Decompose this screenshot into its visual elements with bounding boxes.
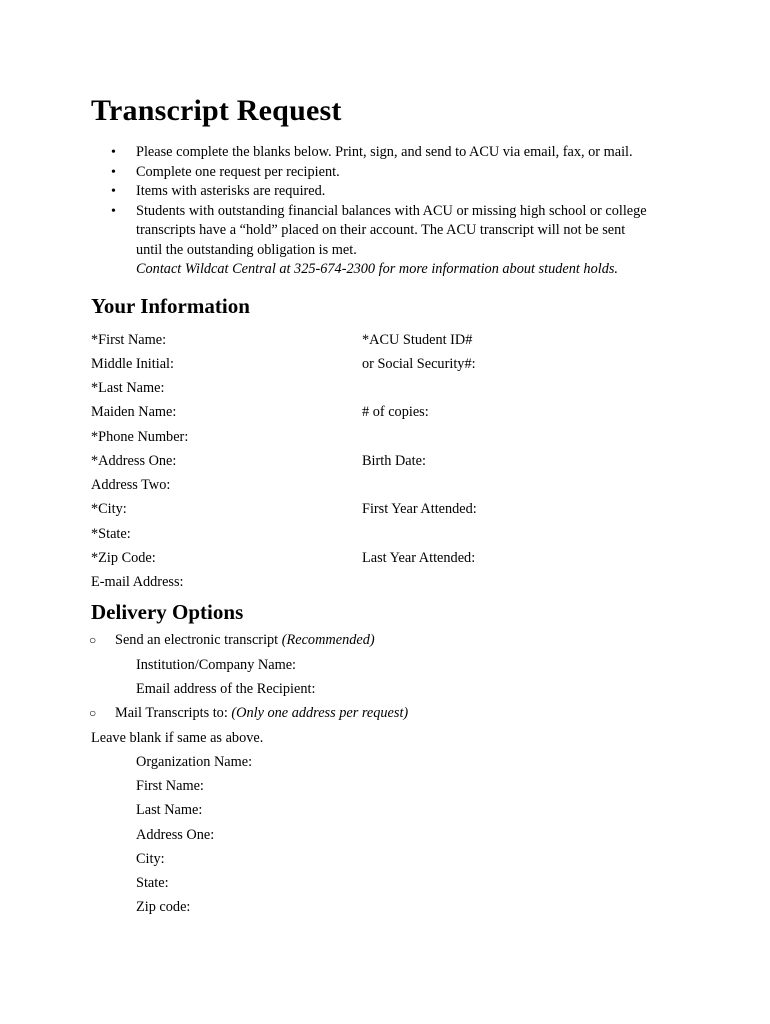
- email-address-field[interactable]: E-mail Address:: [91, 574, 184, 590]
- number-of-copies-field[interactable]: # of copies:: [362, 404, 429, 420]
- instruction-text: Items with asterisks are required.: [136, 183, 326, 199]
- instruction-item: [91, 143, 691, 163]
- instruction-item: [91, 163, 691, 183]
- instruction-item: [91, 182, 691, 202]
- mail-zip-code-field[interactable]: Zip code:: [136, 899, 191, 915]
- bullet-icon: •: [111, 184, 116, 199]
- bullet-icon: •: [111, 203, 116, 219]
- birth-date-field[interactable]: Birth Date:: [362, 453, 426, 469]
- last-year-attended-field[interactable]: Last Year Attended:: [362, 550, 476, 566]
- social-security-field[interactable]: or Social Security#:: [362, 356, 476, 372]
- instruction-text: Please complete the blanks below. Print, sign, and send to ACU via email, fax, or mail.: [136, 144, 633, 160]
- instruction-text: transcripts have a “hold” placed on their account. The ACU transcript will not be sent: [136, 222, 626, 238]
- electronic-transcript-option[interactable]: [115, 631, 375, 650]
- address-one-field[interactable]: *Address One:: [91, 453, 177, 469]
- middle-initial-field[interactable]: Middle Initial:: [91, 356, 174, 372]
- organization-name-field[interactable]: Organization Name:: [136, 754, 253, 770]
- holds-contact-note: Contact Wildcat Central at 325-674-2300 for more information about student holds.: [136, 261, 618, 277]
- recommended-note: (Recommended): [281, 632, 375, 648]
- instruction-item: [91, 202, 691, 280]
- one-address-note: (Only one address per request): [231, 705, 409, 721]
- last-name-field[interactable]: *Last Name:: [91, 380, 165, 396]
- mail-radio-icon[interactable]: ○: [89, 706, 97, 720]
- institution-name-field[interactable]: Institution/Company Name:: [136, 657, 297, 673]
- bullet-icon: •: [111, 145, 116, 160]
- mail-city-field[interactable]: City:: [136, 851, 165, 867]
- address-two-field[interactable]: Address Two:: [91, 477, 171, 493]
- recipient-email-field[interactable]: Email address of the Recipient:: [136, 681, 316, 697]
- instructions-list: [91, 143, 691, 280]
- mail-state-field[interactable]: State:: [136, 875, 169, 891]
- phone-number-field[interactable]: *Phone Number:: [91, 429, 189, 445]
- maiden-name-field[interactable]: Maiden Name:: [91, 404, 177, 420]
- city-field[interactable]: *City:: [91, 501, 127, 517]
- instruction-text: Students with outstanding financial balances with ACU or missing high school or college: [136, 202, 647, 219]
- mail-last-name-field[interactable]: Last Name:: [136, 802, 203, 818]
- electronic-option-label: Send an electronic transcript: [115, 632, 282, 648]
- bullet-icon: •: [111, 164, 116, 180]
- instruction-text: until the outstanding obligation is met.: [136, 241, 357, 258]
- acu-student-id-field[interactable]: *ACU Student ID#: [362, 332, 473, 348]
- mail-transcripts-option[interactable]: [115, 704, 408, 723]
- your-information-heading: Your Information: [91, 294, 250, 318]
- delivery-options-heading: Delivery Options: [91, 600, 244, 624]
- mail-first-name-field[interactable]: First Name:: [136, 778, 204, 794]
- state-field[interactable]: *State:: [91, 526, 131, 542]
- same-address-hint: Leave blank if same as above.: [91, 730, 264, 746]
- mail-address-one-field[interactable]: Address One:: [136, 827, 215, 843]
- zip-code-field[interactable]: *Zip Code:: [91, 550, 156, 566]
- instruction-text: Complete one request per recipient.: [136, 163, 340, 180]
- first-year-attended-field[interactable]: First Year Attended:: [362, 501, 477, 517]
- first-name-field[interactable]: *First Name:: [91, 332, 167, 348]
- mail-option-label: Mail Transcripts to:: [115, 705, 232, 721]
- page-title: Transcript Request: [91, 94, 342, 127]
- electronic-radio-icon[interactable]: ○: [89, 633, 97, 647]
